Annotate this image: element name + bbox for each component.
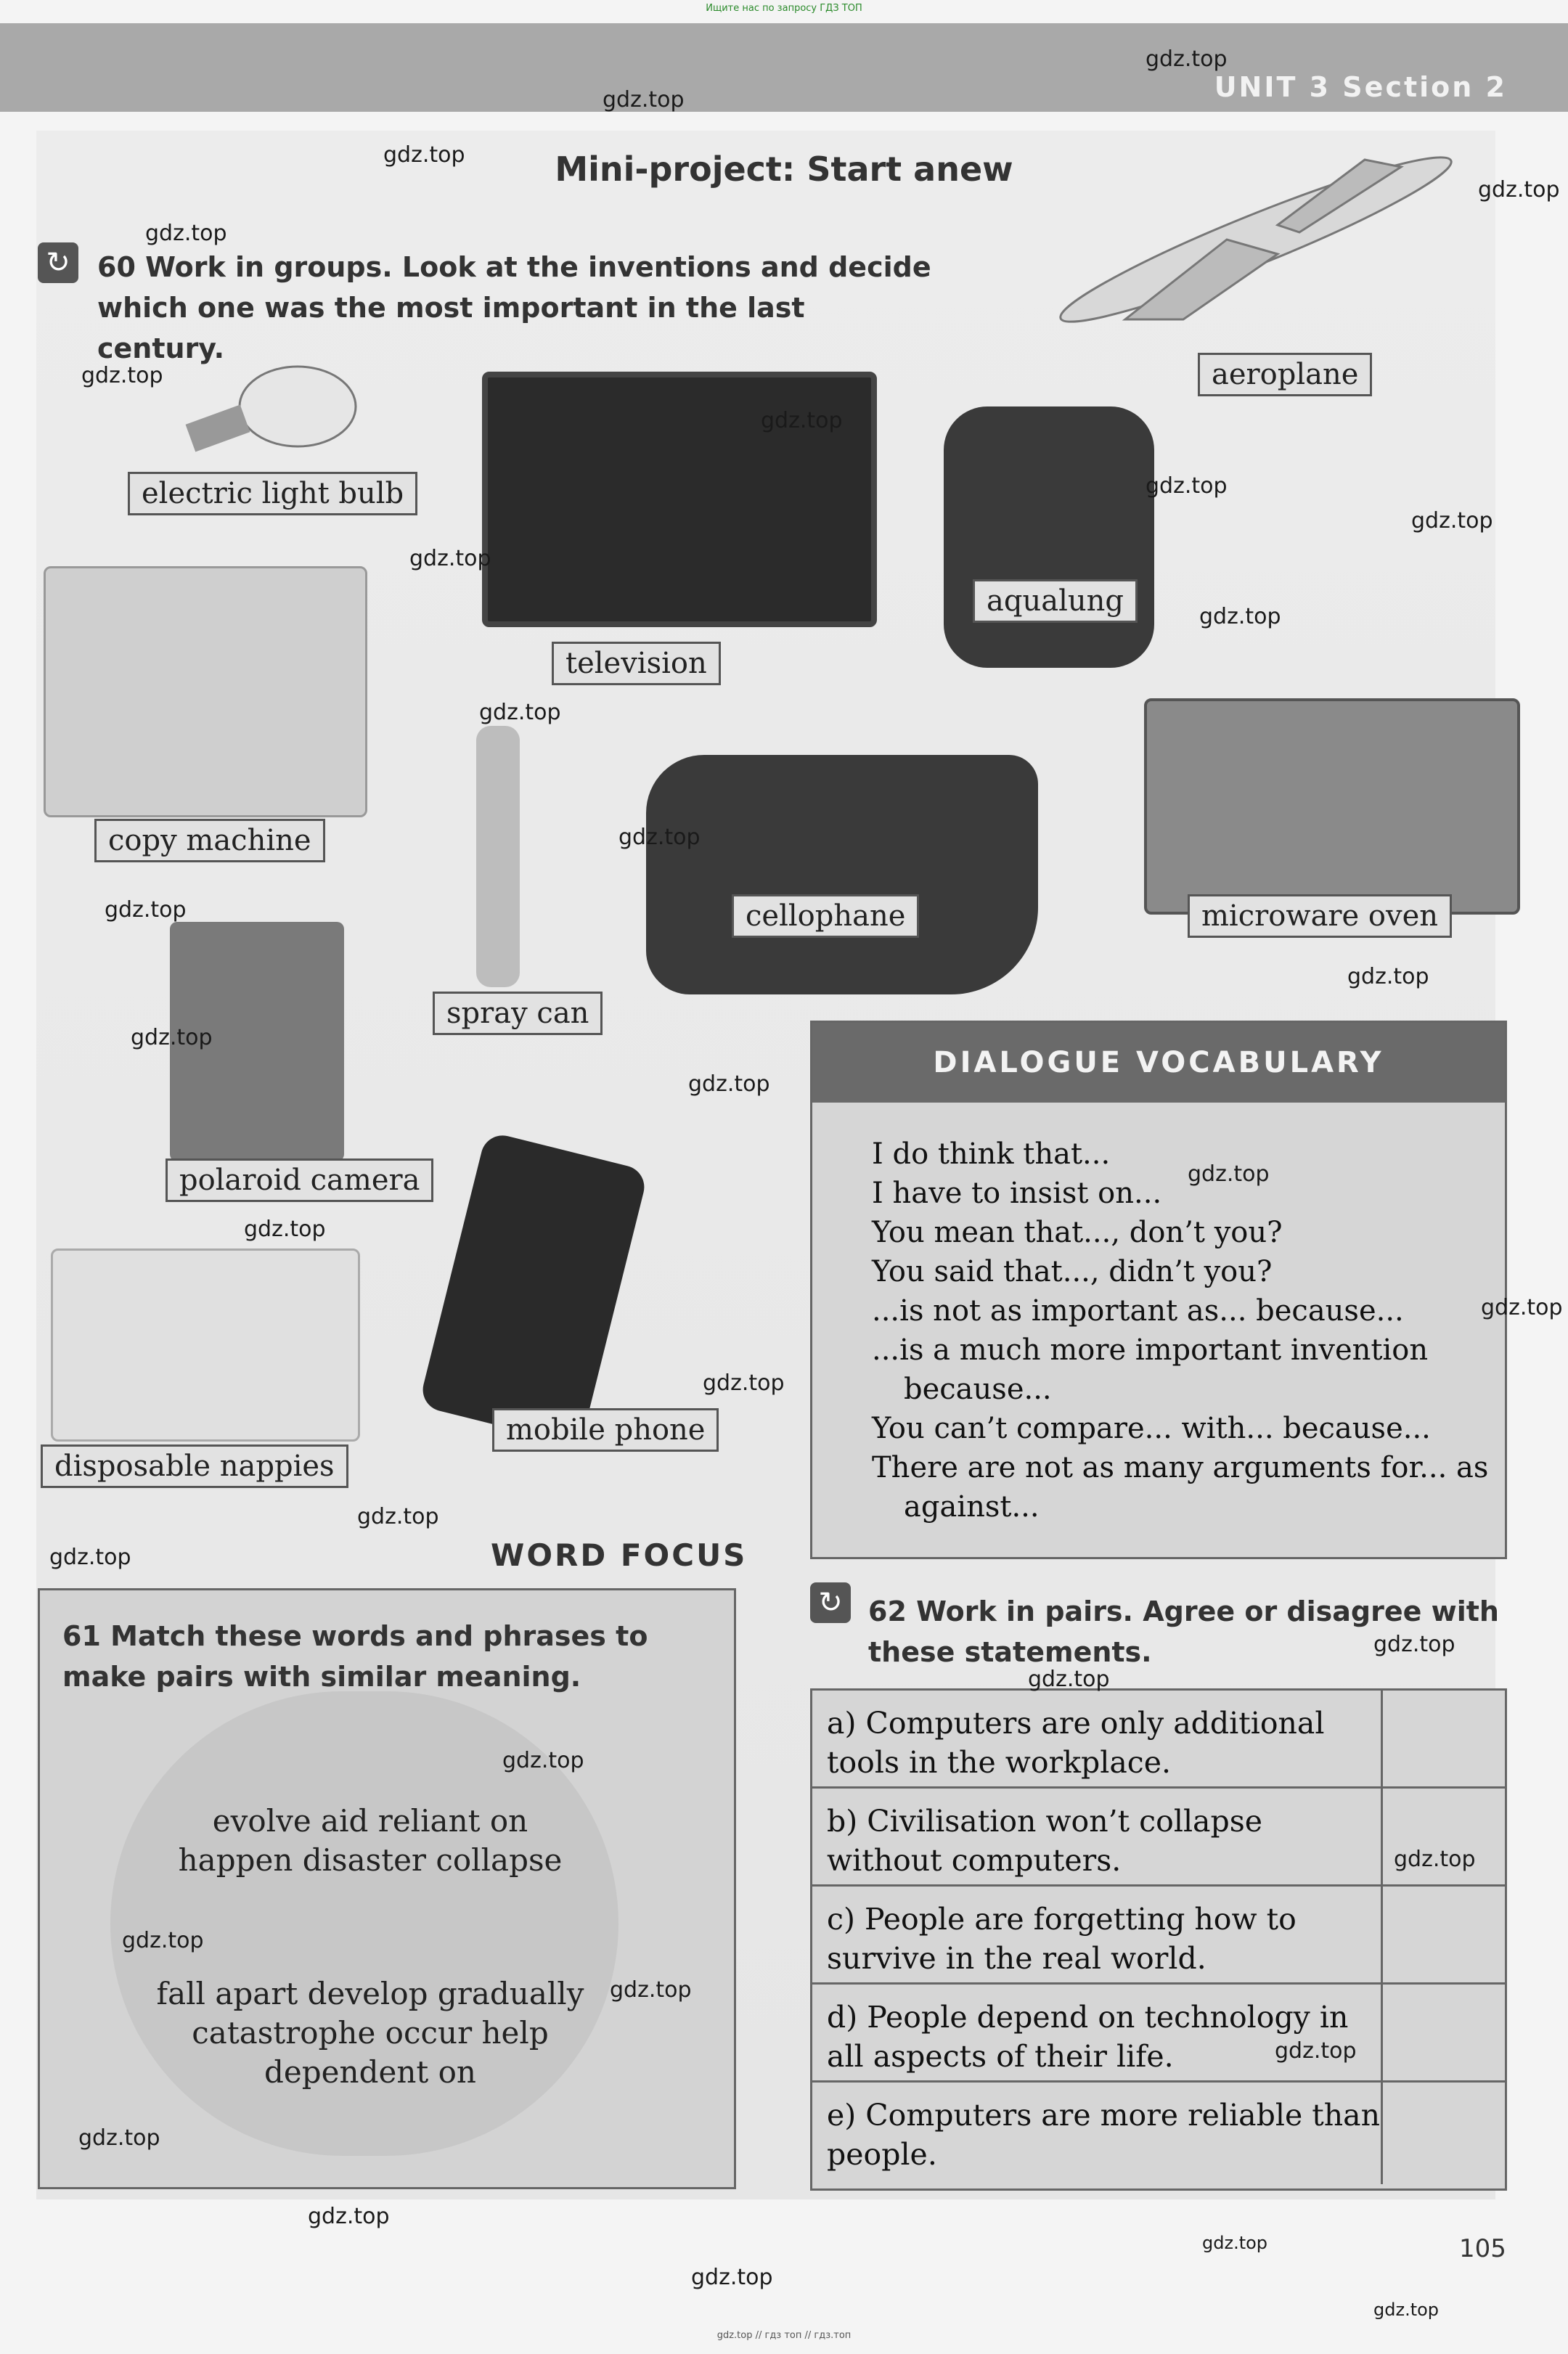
word-group-2-line-1: fall apart develop gradually xyxy=(156,1976,584,2011)
watermark: gdz.top xyxy=(1202,2233,1268,2253)
pair-work-icon: ↻ xyxy=(38,242,78,283)
microwave-oven-image xyxy=(1144,698,1520,915)
page-number: 105 xyxy=(1459,2234,1506,2263)
table-row xyxy=(812,1985,1505,2083)
label-television: television xyxy=(552,642,721,685)
watermark: gdz.top xyxy=(1394,1847,1476,1872)
watermark: gdz.top xyxy=(618,825,701,850)
statement-a: a) Computers are only additional tools in the workplace. xyxy=(812,1691,1383,1786)
watermark: gdz.top xyxy=(244,1217,326,1242)
aeroplane-image xyxy=(1038,152,1488,334)
watermark: gdz.top xyxy=(1347,964,1429,989)
vocab-line: ...is a much more important invention xyxy=(872,1333,1429,1367)
vocab-line: I do think that... xyxy=(872,1137,1111,1171)
word-group-2-line-2: catastrophe occur help xyxy=(192,2015,549,2051)
label-electric-light-bulb: electric light bulb xyxy=(128,472,417,515)
table-row xyxy=(812,1691,1505,1789)
dialogue-vocabulary-title: DIALOGUE VOCABULARY xyxy=(812,1023,1505,1103)
watermark: gdz.top xyxy=(122,1928,204,1953)
word-group-1-line-2: happen disaster collapse xyxy=(178,1842,563,1878)
watermark: gdz.top xyxy=(703,1370,785,1396)
label-spray-can: spray can xyxy=(433,992,603,1035)
watermark: gdz.top xyxy=(688,1071,770,1097)
watermark: gdz.top xyxy=(383,142,465,168)
label-microware-oven: microware oven xyxy=(1188,894,1452,938)
label-polaroid-camera: polaroid camera xyxy=(166,1158,433,1202)
vocab-line: ...is not as important as... because... xyxy=(872,1294,1404,1328)
table-row xyxy=(812,2083,1505,2184)
word-focus-heading: WORD FOCUS xyxy=(491,1537,748,1573)
watermark: gdz.top xyxy=(1411,508,1493,534)
watermark: gdz.top xyxy=(610,1977,692,2003)
watermark: gdz.top xyxy=(761,408,843,433)
vocab-line: You can’t compare... with... because... xyxy=(872,1412,1431,1445)
vocab-line: You mean that..., don’t you? xyxy=(872,1216,1283,1249)
watermark: gdz.top xyxy=(131,1025,213,1050)
vocab-line: There are not as many arguments for... as xyxy=(872,1451,1489,1484)
label-cellophane: cellophane xyxy=(732,894,919,938)
watermark: gdz.top xyxy=(145,221,227,246)
aqualung-image xyxy=(944,406,1154,668)
watermark: gdz.top xyxy=(308,2204,390,2229)
watermark: gdz.top xyxy=(1199,604,1281,629)
watermark: gdz.top xyxy=(1481,1295,1563,1320)
label-mobile-phone: mobile phone xyxy=(492,1408,719,1452)
vocab-line: against... xyxy=(904,1490,1040,1524)
exercise-60-instructions: 60 Work in groups. Look at the inventions and decide which one was the most important in the last century. xyxy=(97,251,931,364)
statement-c: c) People are forgetting how to survive in the real world. xyxy=(812,1887,1383,1982)
word-group-1-line-1: evolve aid reliant on xyxy=(212,1803,528,1839)
disposable-nappies-image xyxy=(51,1248,360,1442)
pair-work-icon: ↻ xyxy=(810,1582,851,1623)
unit-heading: UNIT 3 Section 2 xyxy=(1214,71,1507,103)
watermark: gdz.top xyxy=(1146,473,1228,499)
watermark: gdz.top xyxy=(105,897,187,923)
label-aeroplane: aeroplane xyxy=(1198,353,1372,396)
statements-table xyxy=(810,1688,1507,2191)
watermark: gdz.top xyxy=(49,1545,131,1570)
watermark: gdz.top xyxy=(1188,1161,1270,1187)
watermark: gdz.top xyxy=(502,1748,584,1773)
watermark: gdz.top xyxy=(1146,46,1228,72)
watermark: gdz.top xyxy=(357,1504,439,1529)
dialogue-vocabulary-box xyxy=(810,1021,1507,1559)
label-disposable-nappies: disposable nappies xyxy=(41,1444,348,1488)
word-group-2-line-3: dependent on xyxy=(264,2054,476,2090)
label-copy-machine: copy machine xyxy=(94,819,325,862)
page-title: Mini-project: Start anew xyxy=(555,150,1013,189)
watermark: gdz.top xyxy=(1373,1632,1455,1657)
footer-note: gdz.top // гдз топ // гдз.топ xyxy=(716,2330,852,2341)
top-note: Ищите нас по запросу ГДЗ ТОП xyxy=(706,3,862,14)
label-aqualung: aqualung xyxy=(973,579,1138,623)
statement-b: b) Civilisation won’t collapse without computers. xyxy=(812,1789,1383,1884)
watermark: gdz.top xyxy=(81,363,163,388)
watermark: gdz.top xyxy=(603,87,685,113)
vocab-line: I have to insist on... xyxy=(872,1177,1162,1210)
table-row xyxy=(812,1887,1505,1985)
spray-can-image xyxy=(476,726,520,987)
light-bulb-image xyxy=(174,356,363,472)
watermark: gdz.top xyxy=(1028,1667,1110,1692)
watermark: gdz.top xyxy=(1373,2300,1440,2320)
watermark: gdz.top xyxy=(1478,177,1560,203)
watermark: gdz.top xyxy=(409,546,491,571)
statement-e: e) Computers are more reliable than people. xyxy=(812,2083,1383,2184)
watermark: gdz.top xyxy=(78,2125,160,2151)
watermark: gdz.top xyxy=(691,2265,773,2290)
watermark: gdz.top xyxy=(479,700,561,725)
exercise-61-instructions: 61 Match these words and phrases to make pairs with similar meaning. xyxy=(62,1620,648,1693)
cellophane-image xyxy=(646,755,1038,994)
watermark: gdz.top xyxy=(1275,2038,1357,2064)
vocab-line: because... xyxy=(904,1373,1052,1406)
exercise-62-instructions: 62 Work in pairs. Agree or disagree with these statements. xyxy=(868,1595,1499,1668)
vocab-line: You said that..., didn’t you? xyxy=(872,1255,1273,1288)
copy-machine-image xyxy=(44,566,367,817)
statement-d: d) People depend on technology in all aspects of their life. xyxy=(812,1985,1383,2080)
